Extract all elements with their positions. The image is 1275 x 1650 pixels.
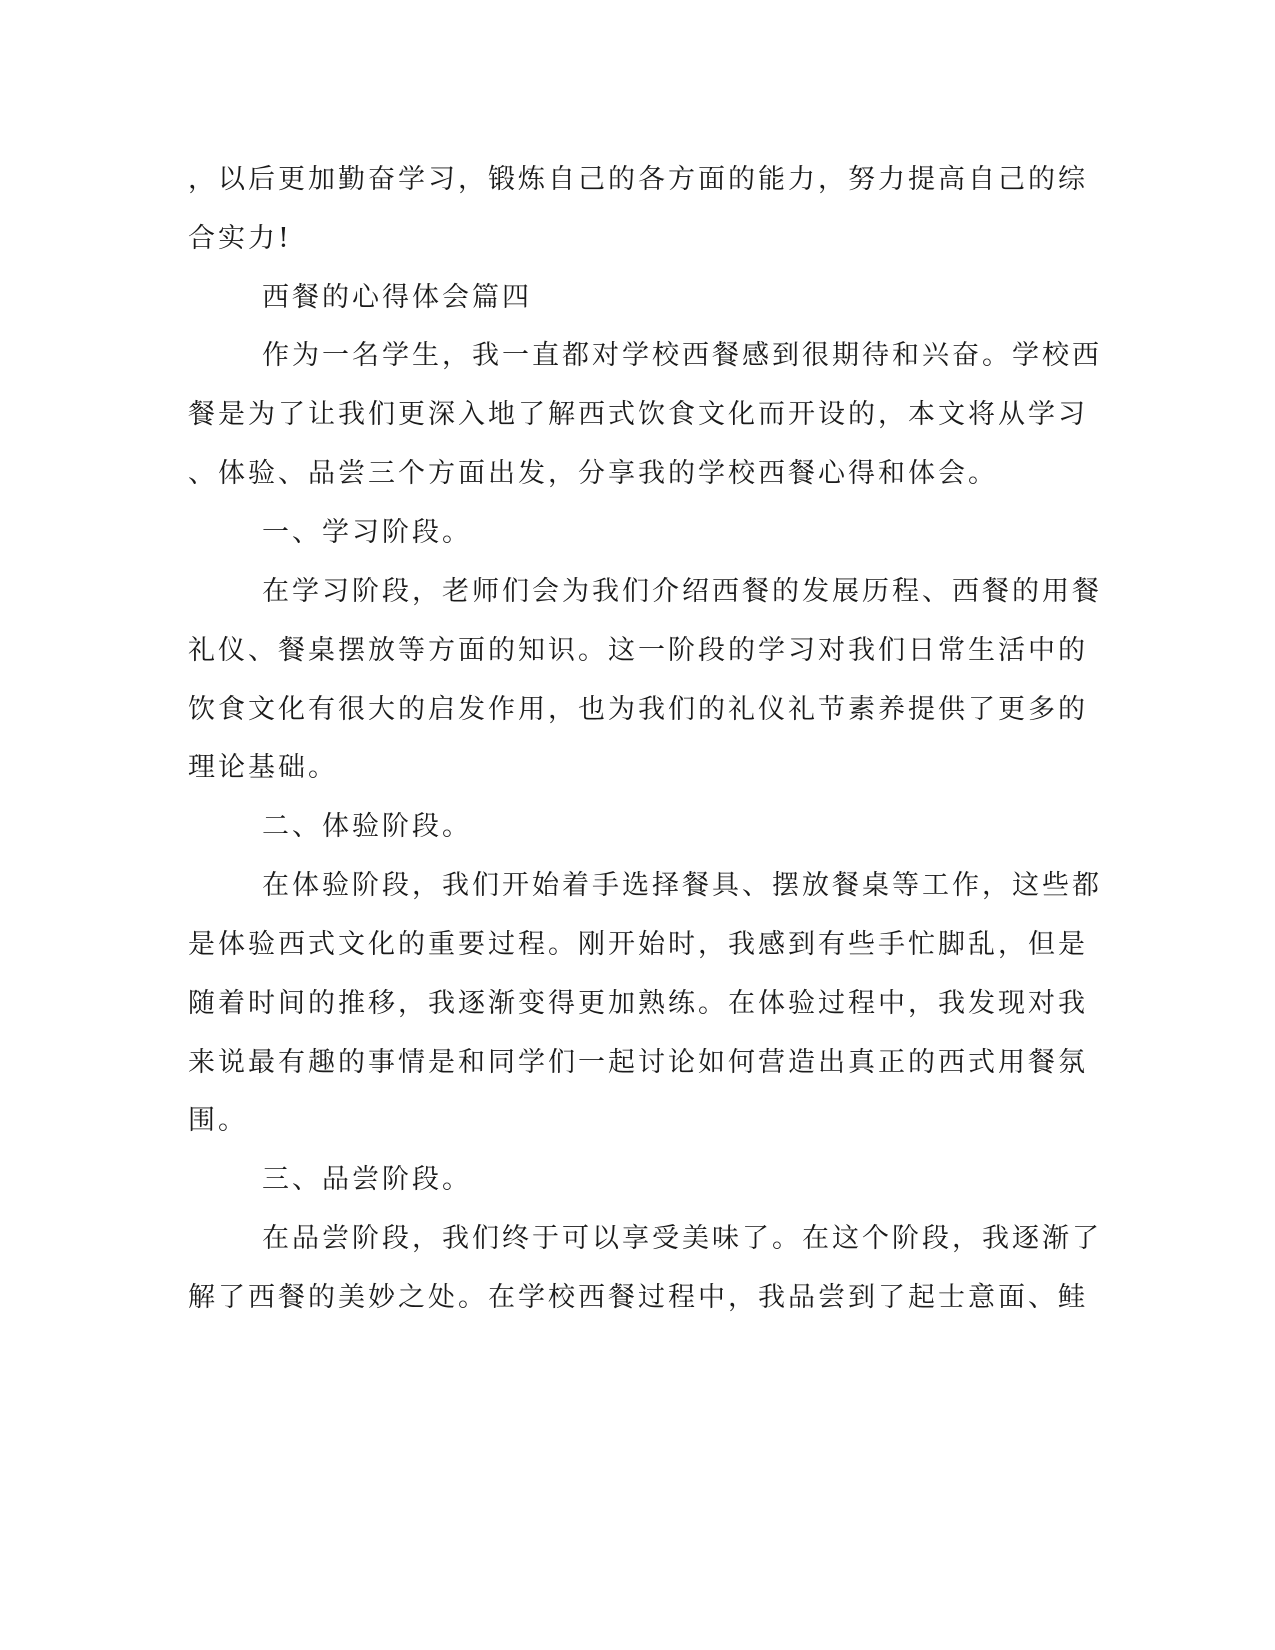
line-text: 在品尝阶段，我们终于可以享受美味了。在这个阶段，我逐渐了 [262,1223,1102,1254]
section-heading [0,278,1275,318]
text-line [0,395,1275,435]
text-line [0,1278,1275,1318]
line-text: ，以后更加勤奋学习，锻炼自己的各方面的能力，努力提高自己的综 [188,164,1088,195]
line-text: 饮食文化有很大的启发作用，也为我们的礼仪礼节素养提供了更多的 [188,694,1088,725]
text-line [0,748,1275,788]
text-line [0,160,1275,200]
text-line [0,1219,1275,1259]
line-text: 理论基础。 [188,752,338,783]
text-line [0,690,1275,730]
subheading [0,1160,1275,1200]
text-line [0,866,1275,906]
text-line [0,219,1275,259]
line-text: 是体验西式文化的重要过程。刚开始时，我感到有些手忙脚乱，但是 [188,929,1088,960]
subheading-text: 二、体验阶段。 [262,811,472,842]
line-text: 礼仪、餐桌摆放等方面的知识。这一阶段的学习对我们日常生活中的 [188,635,1088,666]
subheading-text: 三、品尝阶段。 [262,1164,472,1195]
text-line [0,454,1275,494]
line-text: 随着时间的推移，我逐渐变得更加熟练。在体验过程中，我发现对我 [188,988,1088,1019]
text-line [0,925,1275,965]
subheading-text: 一、学习阶段。 [262,517,472,548]
line-text: 来说最有趣的事情是和同学们一起讨论如何营造出真正的西式用餐氛 [188,1047,1088,1078]
text-line [0,1043,1275,1083]
text-line [0,631,1275,671]
line-text: 合实力! [188,223,292,254]
text-line [0,984,1275,1024]
subheading [0,513,1275,553]
line-text: 作为一名学生，我一直都对学校西餐感到很期待和兴奋。学校西 [262,340,1102,371]
subheading [0,807,1275,847]
line-text: 在学习阶段，老师们会为我们介绍西餐的发展历程、西餐的用餐 [262,576,1102,607]
text-line [0,336,1275,376]
line-text: 餐是为了让我们更深入地了解西式饮食文化而开设的，本文将从学习 [188,399,1088,430]
text-line [0,572,1275,612]
line-text: 解了西餐的美妙之处。在学校西餐过程中，我品尝到了起士意面、鲑 [188,1282,1088,1313]
line-text: 、体验、品尝三个方面出发，分享我的学校西餐心得和体会。 [188,458,998,489]
section-heading-text: 西餐的心得体会篇四 [262,282,532,313]
text-line [0,1101,1275,1141]
line-text: 在体验阶段，我们开始着手选择餐具、摆放餐桌等工作，这些都 [262,870,1102,901]
line-text: 围。 [188,1105,248,1136]
